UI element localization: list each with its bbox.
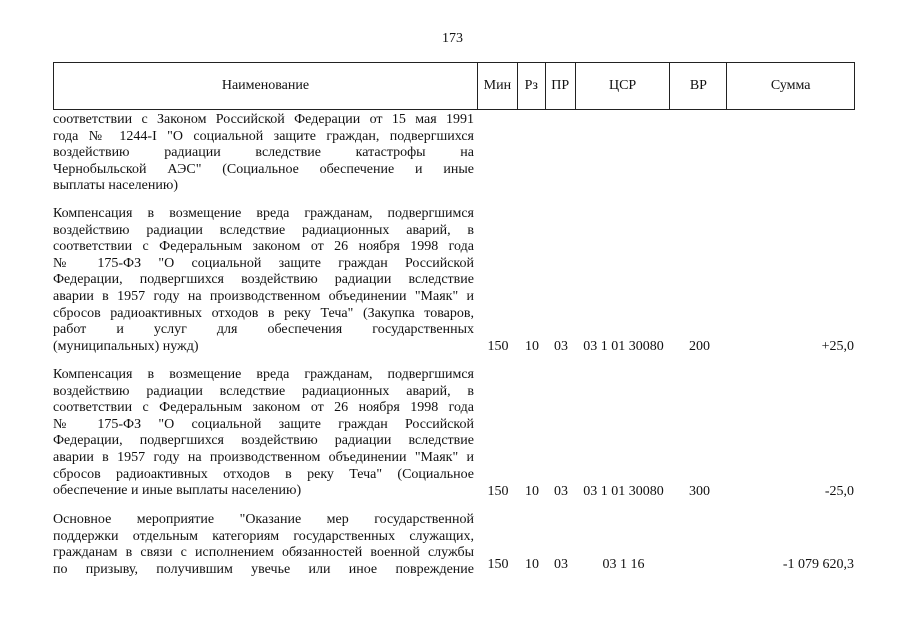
header-sum: Сумма [770, 78, 811, 93]
row-text-line: № 175-ФЗ "О социальной защите граждан Российской [53, 255, 474, 271]
row-text-line: сбросов радиоактивных отходов в реку Теча" (Закупка товаров, [53, 305, 474, 321]
row-2-pr: 03 [554, 484, 568, 499]
row-3-pr: 03 [554, 557, 568, 572]
header-rz: Рз [518, 63, 546, 109]
table-row-0-name [53, 112, 474, 195]
header-min: Мин [478, 63, 518, 109]
row-1-min: 150 [487, 339, 509, 354]
row-text-line: поддержки отдельным категориям государственных служащих, [53, 528, 474, 544]
row-text-line: выплаты населению) [53, 178, 178, 194]
row-text-line: (муниципальных) нужд) [53, 338, 199, 354]
row-2-rz: 10 [525, 484, 539, 499]
table-row-3-name [53, 512, 474, 578]
row-2-sum: -25,0 [824, 484, 854, 499]
row-text-line: Основное мероприятие "Оказание мер государственной [53, 512, 474, 527]
row-text-line: Федерации, подвергшихся воздействию радиации вследствие [53, 272, 474, 288]
row-text-line: работ и услуг для обеспечения государственных [53, 322, 474, 338]
row-text-line: аварии в 1957 году на производственном объединении "Маяк" и [53, 288, 474, 304]
row-1-rz: 10 [525, 339, 539, 354]
row-2-csr: 03 1 01 30080 [583, 484, 664, 499]
page-number: 173 [442, 31, 463, 46]
row-text-line: соответствии с Федеральным законом от 26 ноября 1998 года [53, 239, 474, 255]
row-text-line: по призыву, получившим увечье или иное повреждение [53, 561, 474, 577]
row-text-line: воздействию радиации вследствие катастрофы на [53, 145, 474, 161]
row-text-line: сбросов радиоактивных отходов в реку Теча" (Социальное [53, 466, 474, 482]
row-3-min: 150 [487, 557, 509, 572]
header-vr: ВР [670, 63, 727, 109]
row-text-line: Компенсация в возмещение вреда гражданам, подвергшимся [53, 367, 474, 382]
row-text-line: аварии в 1957 году на производственном объединении "Маяк" и [53, 449, 474, 465]
row-text-line: соответствии с Законом Российской Федерации от 15 мая 1991 [53, 112, 474, 127]
row-text-line: Чернобыльской АЭС" (Социальное обеспечение и иные [53, 161, 474, 177]
row-text-line: № 175-ФЗ "О социальной защите граждан Российской [53, 416, 474, 432]
row-3-rz: 10 [525, 557, 539, 572]
row-2-vr: 300 [689, 484, 710, 499]
header-name: Наименование [54, 63, 478, 109]
row-text-line: Федерации, подвергшихся воздействию радиации вследствие [53, 433, 474, 449]
row-text-line: воздействию радиации вследствие радиационных аварий, в [53, 222, 474, 238]
row-1-csr: 03 1 01 30080 [583, 339, 664, 354]
row-2-min: 150 [487, 484, 509, 499]
table-header [53, 62, 855, 110]
row-3-sum: -1 079 620,3 [782, 557, 854, 572]
row-text-line: года № 1244-I "О социальной защите граждан, подвергшихся [53, 128, 474, 144]
header-csr: ЦСР [576, 63, 671, 109]
row-text-line: гражданам в связи с исполнением обязанностей военной службы [53, 545, 474, 561]
row-text-line: Компенсация в возмещение вреда гражданам, подвергшимся [53, 206, 474, 221]
row-text-line: соответствии с Федеральным законом от 26 ноября 1998 года [53, 400, 474, 416]
row-1-pr: 03 [554, 339, 568, 354]
row-1-sum: +25,0 [821, 339, 854, 354]
row-text-line: воздействию радиации вследствие радиационных аварий, в [53, 383, 474, 399]
table-row-1-name [53, 206, 474, 355]
row-1-vr: 200 [689, 339, 710, 354]
row-3-csr: 03 1 16 [602, 557, 645, 572]
row-text-line: обеспечение и иные выплаты населению) [53, 483, 302, 499]
header-pr: ПР [546, 63, 576, 109]
table-row-2-name [53, 367, 474, 500]
